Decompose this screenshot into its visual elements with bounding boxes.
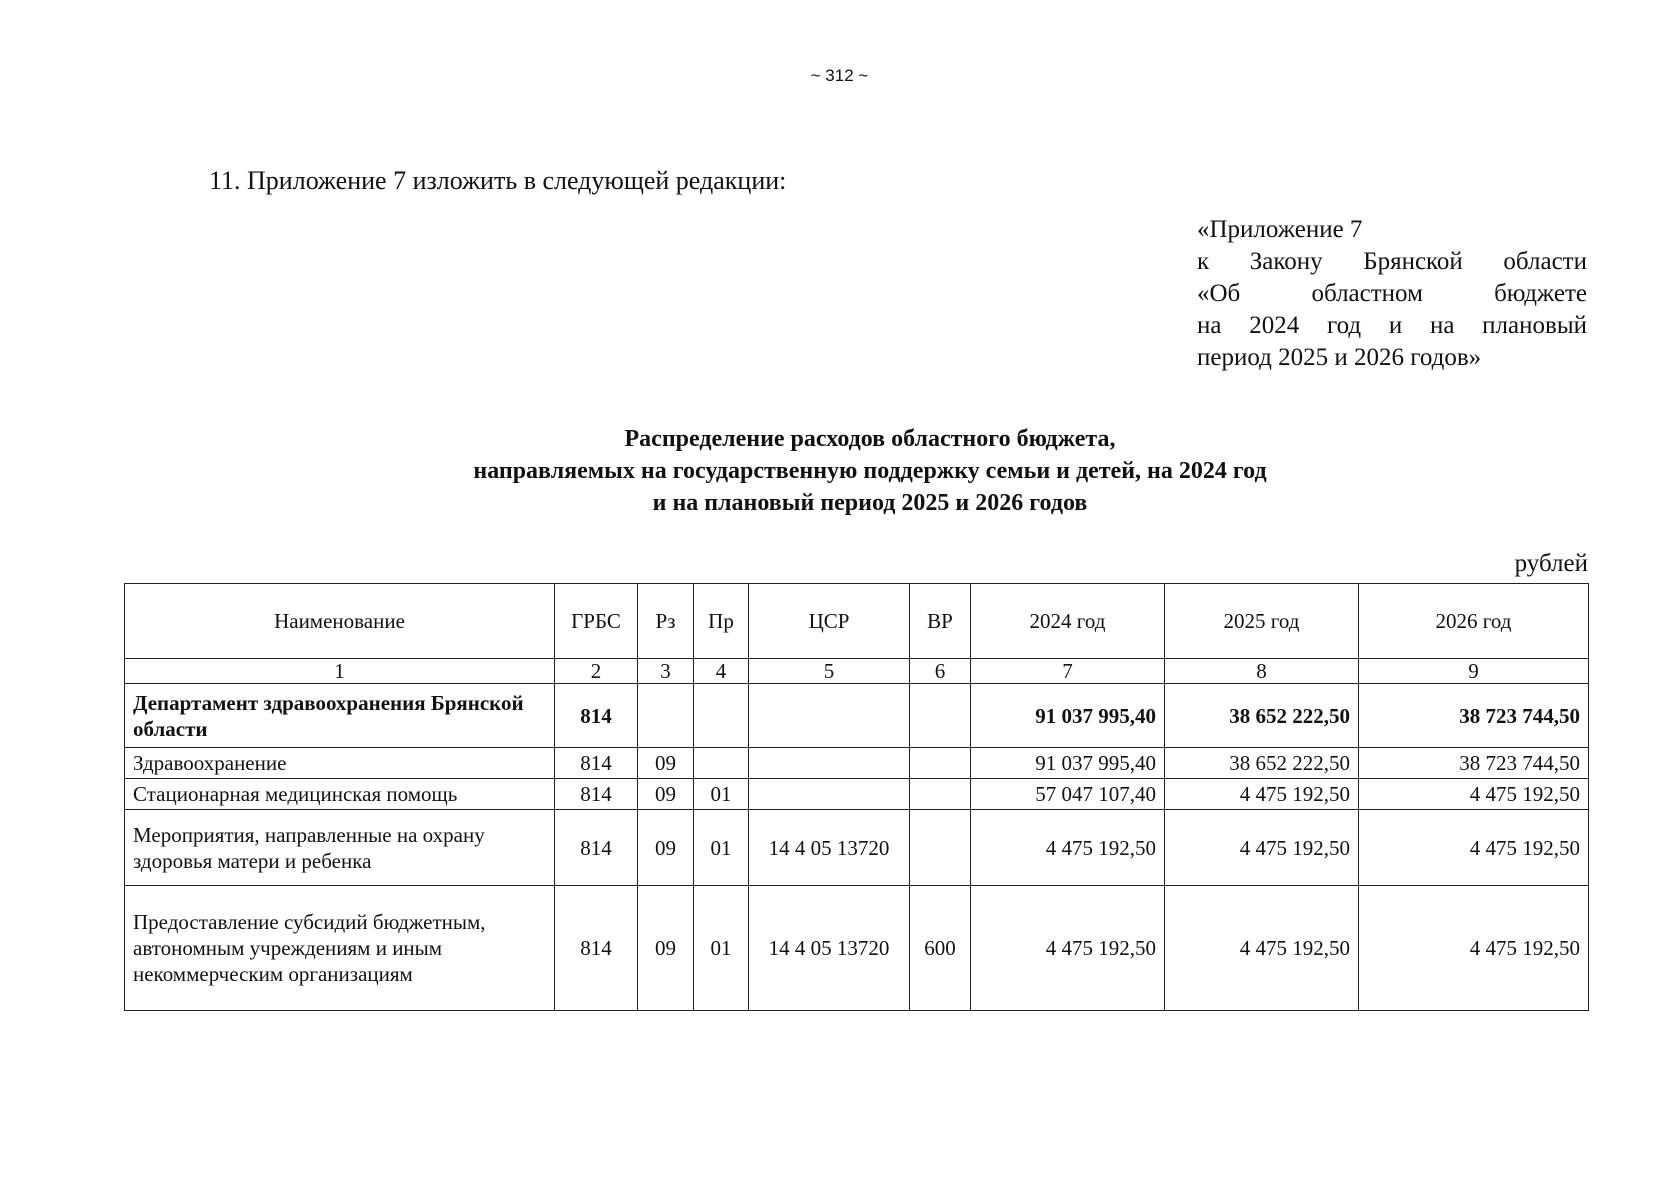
title-line: направляемых на государственную поддержку семьи и детей, на 2024 год <box>473 458 1267 484</box>
cell-2025: 4 475 192,50 <box>1165 779 1359 810</box>
cell-pr: 01 <box>694 779 749 810</box>
cell-rz: 09 <box>638 886 694 1011</box>
cell-csr: 14 4 05 13720 <box>749 886 910 1011</box>
appendix-reference <box>1197 214 1587 374</box>
appendix-line: на 2024 год и на плановый <box>1197 312 1587 339</box>
header-csr: ЦСР <box>749 584 910 659</box>
column-number: 4 <box>694 659 749 684</box>
table-row <box>125 779 1589 810</box>
header-pr: Пр <box>694 584 749 659</box>
cell-csr <box>749 779 910 810</box>
title-line: и на плановый период 2025 и 2026 годов <box>652 490 1088 516</box>
cell-2025: 4 475 192,50 <box>1165 810 1359 886</box>
cell-vr <box>910 748 971 779</box>
header-grbs: ГРБС <box>555 584 638 659</box>
header-2025: 2025 год <box>1165 584 1359 659</box>
cell-grbs: 814 <box>555 748 638 779</box>
cell-2025: 38 652 222,50 <box>1165 684 1359 748</box>
cell-2024: 57 047 107,40 <box>971 779 1165 810</box>
cell-2025: 38 652 222,50 <box>1165 748 1359 779</box>
header-vr: ВР <box>910 584 971 659</box>
page-number: ~ 312 ~ <box>810 66 869 85</box>
table-row <box>125 684 1589 748</box>
cell-pr <box>694 684 749 748</box>
column-number: 5 <box>749 659 910 684</box>
table-row <box>125 748 1589 779</box>
cell-csr: 14 4 05 13720 <box>749 810 910 886</box>
appendix-line: «Об областном бюджете <box>1197 280 1587 307</box>
cell-2026: 4 475 192,50 <box>1359 779 1589 810</box>
header-2026: 2026 год <box>1359 584 1589 659</box>
column-number: 2 <box>555 659 638 684</box>
header-name: Наименование <box>125 584 555 659</box>
cell-2024: 91 037 995,40 <box>971 748 1165 779</box>
cell-2024: 91 037 995,40 <box>971 684 1165 748</box>
appendix-line: период 2025 и 2026 годов» <box>1197 344 1482 371</box>
cell-pr <box>694 748 749 779</box>
cell-2026: 4 475 192,50 <box>1359 886 1589 1011</box>
cell-2026: 38 723 744,50 <box>1359 684 1589 748</box>
document-title <box>420 423 1320 519</box>
title-line: Распределение расходов областного бюджета, <box>624 426 1116 452</box>
cell-name: Стационарная медицинская помощь <box>125 779 555 810</box>
cell-name: Предоставление субсидий бюджетным, автономным учреждениям и иным некоммерческим организациям <box>125 886 555 1011</box>
cell-vr <box>910 684 971 748</box>
cell-csr <box>749 748 910 779</box>
column-number: 8 <box>1165 659 1359 684</box>
header-rz: Рз <box>638 584 694 659</box>
cell-csr <box>749 684 910 748</box>
amendment-intro: 11. Приложение 7 изложить в следующей редакции: <box>209 166 787 195</box>
cell-rz: 09 <box>638 810 694 886</box>
appendix-line: «Приложение 7 <box>1197 216 1363 243</box>
cell-vr <box>910 779 971 810</box>
cell-2026: 38 723 744,50 <box>1359 748 1589 779</box>
table-header-row <box>125 584 1589 659</box>
cell-name: Мероприятия, направленные на охрану здоровья матери и ребенка <box>125 810 555 886</box>
cell-name: Здравоохранение <box>125 748 555 779</box>
budget-table <box>124 583 1589 1011</box>
cell-grbs: 814 <box>555 810 638 886</box>
cell-vr <box>910 810 971 886</box>
cell-2025: 4 475 192,50 <box>1165 886 1359 1011</box>
cell-vr: 600 <box>910 886 971 1011</box>
column-number: 9 <box>1359 659 1589 684</box>
header-2024: 2024 год <box>971 584 1165 659</box>
column-number: 1 <box>125 659 555 684</box>
cell-pr: 01 <box>694 886 749 1011</box>
column-number-row <box>125 659 1589 684</box>
cell-grbs: 814 <box>555 684 638 748</box>
cell-pr: 01 <box>694 810 749 886</box>
cell-grbs: 814 <box>555 886 638 1011</box>
cell-name: Департамент здравоохранения Брянской области <box>125 684 555 748</box>
column-number: 3 <box>638 659 694 684</box>
cell-rz <box>638 684 694 748</box>
column-number: 6 <box>910 659 971 684</box>
cell-rz: 09 <box>638 748 694 779</box>
cell-2024: 4 475 192,50 <box>971 810 1165 886</box>
cell-grbs: 814 <box>555 779 638 810</box>
appendix-line: к Закону Брянской области <box>1197 248 1587 275</box>
cell-2024: 4 475 192,50 <box>971 886 1165 1011</box>
cell-rz: 09 <box>638 779 694 810</box>
table-row <box>125 810 1589 886</box>
table-row <box>125 886 1589 1011</box>
currency-unit: рублей <box>1514 550 1588 577</box>
cell-2026: 4 475 192,50 <box>1359 810 1589 886</box>
column-number: 7 <box>971 659 1165 684</box>
